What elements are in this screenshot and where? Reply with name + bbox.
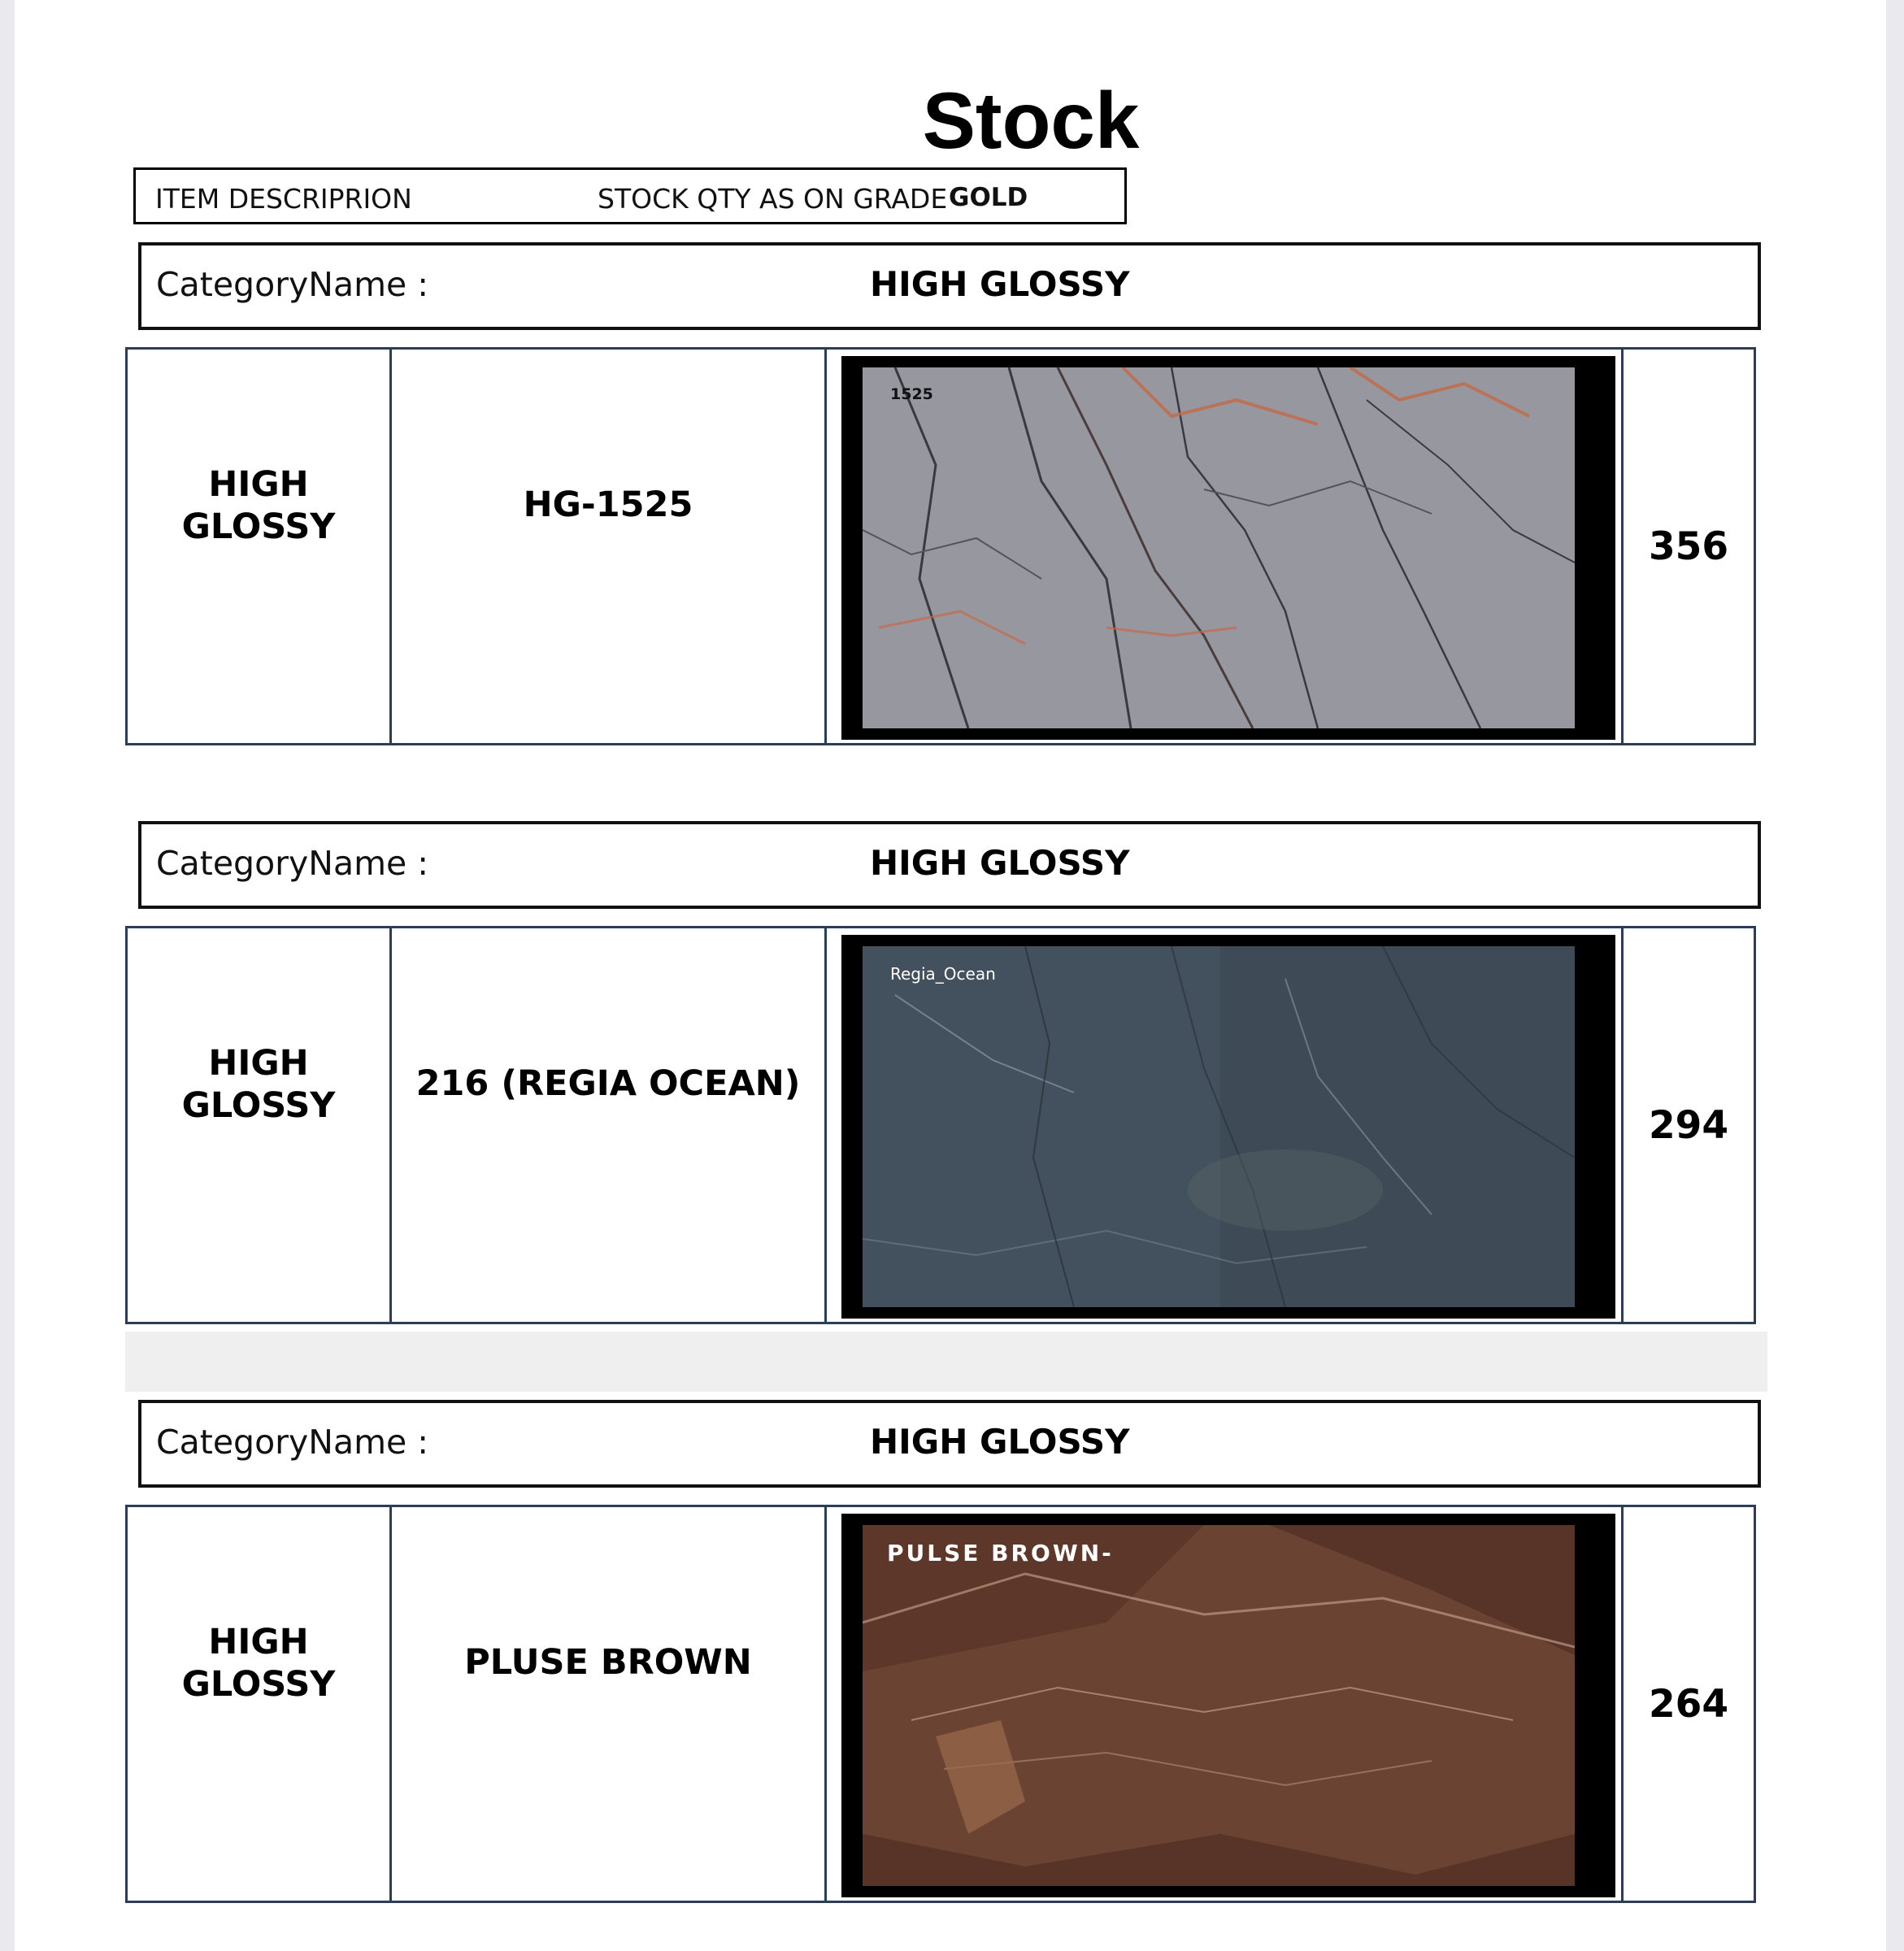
tile-image bbox=[863, 1525, 1575, 1886]
stock-row bbox=[125, 1505, 1756, 1903]
tile-image bbox=[863, 367, 1575, 728]
stock-row bbox=[125, 926, 1756, 1324]
category-header bbox=[138, 821, 1761, 909]
stock-page bbox=[15, 0, 1886, 1951]
category-label: CategoryName : bbox=[156, 265, 429, 304]
page-title: Stock bbox=[922, 76, 1140, 165]
item-type: HIGH GLOSSY bbox=[181, 1622, 336, 1705]
table-header bbox=[133, 167, 1127, 224]
item-code: 216 (REGIA OCEAN) bbox=[415, 1063, 801, 1104]
item-type: HIGH GLOSSY bbox=[181, 464, 336, 547]
item-type: HIGH GLOSSY bbox=[181, 1043, 336, 1126]
code-cell bbox=[392, 1507, 827, 1901]
tile-image bbox=[863, 946, 1575, 1307]
type-cell bbox=[128, 350, 392, 743]
image-cell bbox=[827, 1507, 1624, 1901]
category-value: HIGH GLOSSY bbox=[870, 264, 1130, 304]
qty-cell bbox=[1624, 350, 1754, 743]
category-label: CategoryName : bbox=[156, 1423, 429, 1462]
category-header bbox=[138, 242, 1761, 330]
tile-label: PULSE BROWN- bbox=[887, 1540, 1114, 1566]
tile-label: Regia_Ocean bbox=[890, 964, 996, 984]
code-cell bbox=[392, 350, 827, 743]
qty-cell bbox=[1624, 928, 1754, 1322]
tile-label: 1525 bbox=[890, 385, 933, 403]
header-grade: GOLD bbox=[949, 183, 1028, 212]
type-cell bbox=[128, 1507, 392, 1901]
qty-cell bbox=[1624, 1507, 1754, 1901]
category-value: HIGH GLOSSY bbox=[870, 1422, 1130, 1462]
category-value: HIGH GLOSSY bbox=[870, 843, 1130, 883]
tile-image-frame bbox=[841, 935, 1615, 1319]
category-header bbox=[138, 1400, 1761, 1488]
category-label: CategoryName : bbox=[156, 844, 429, 883]
item-qty: 264 bbox=[1648, 1682, 1729, 1727]
image-cell bbox=[827, 928, 1624, 1322]
image-cell bbox=[827, 350, 1624, 743]
header-stock-qty: STOCK QTY AS ON GRADE bbox=[598, 183, 948, 215]
tile-image-frame bbox=[841, 356, 1615, 740]
stock-row bbox=[125, 347, 1756, 745]
page-break bbox=[125, 1332, 1767, 1392]
item-qty: 294 bbox=[1648, 1103, 1729, 1148]
item-code: HG-1525 bbox=[523, 484, 693, 525]
tile-image-frame bbox=[841, 1514, 1615, 1897]
code-cell bbox=[392, 928, 827, 1322]
item-code: PLUSE BROWN bbox=[464, 1642, 752, 1683]
type-cell bbox=[128, 928, 392, 1322]
header-item-description: ITEM DESCRIPRION bbox=[155, 183, 412, 215]
item-qty: 356 bbox=[1648, 524, 1729, 569]
